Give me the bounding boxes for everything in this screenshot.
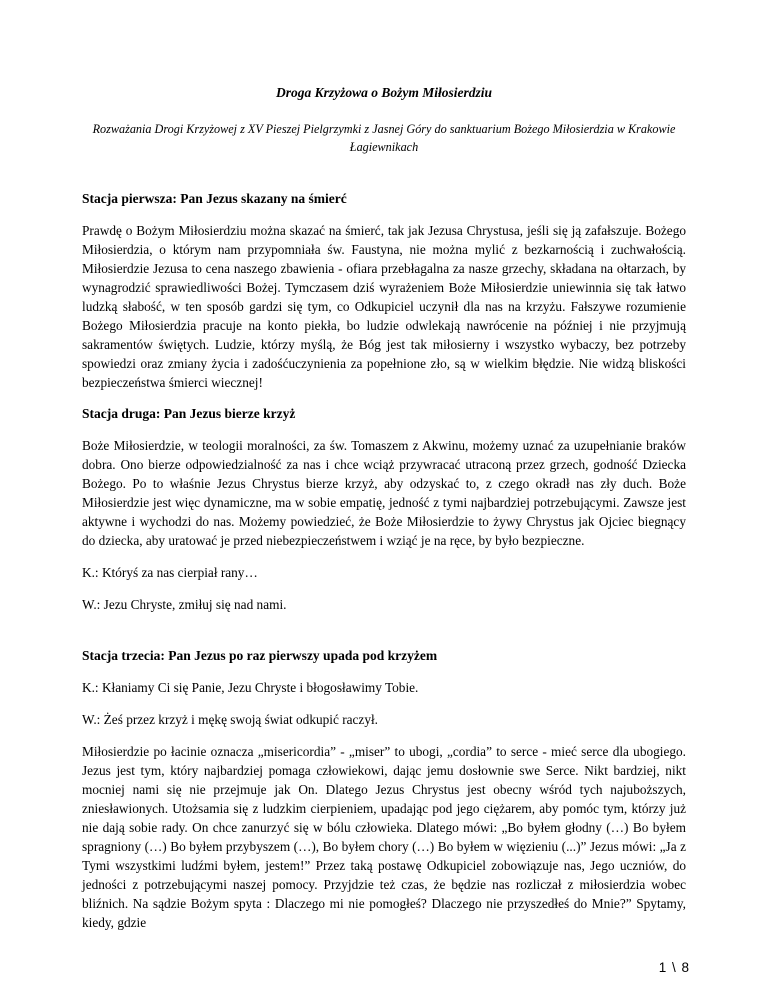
station-2-heading: Stacja druga: Pan Jezus bierze krzyż [82, 406, 296, 421]
document-content [82, 70, 686, 932]
page-number: 1 \ 8 [658, 960, 690, 975]
station-1-text: Prawdę o Bożym Miłosierdziu można skazać na śmierć, tak jak Jezusa Chrystusa, jeśli się ją zafałszuje. Bożego Miłosierdzia, o którym nam przypomniała św. Faustyna, nie można mylić z bezkarnością i zuchwałością. Miłosierdzie Jezusa to cena naszego zbawienia - ofiara przebłagalna za nasze grzechy, składana na ołtarzach, by wynagrodzić sprawiedliwości Bożej. Tymczasem dziś wyrażeniem Boże Miłosierdzie uniewinnia się tak łatwo ludzką słabość, w ten sposób gardzi się tym, co Odkupiciel uczynił dla nas na krzyżu. Fałszywe rozumienie Bożego Miłosierdzia pracuje na konto piekła, bo ludzie odwlekają nawrócenie na później i nie przyjmują sakramentów świętych. Ludzie, którzy myślą, że Bóg jest tak miłosierny i wszystko wybaczy, bez potrzeby spowiedzi oraz zmiany życia i zadośćuczynienia za popełnione zło, są w wielkim błędzie. Nie widzą bliskości bezpieczeństwa śmierci wiecznej! [82, 223, 686, 390]
station-2-people-line: W.: Jezu Chryste, zmiłuj się nad nami. [82, 597, 287, 612]
station-2-text: Boże Miłosierdzie, w teologii moralności, za św. Tomaszem z Akwinu, możemy uznać za uzupełnianie braków dobra. Ono bierze odpowiedzialność za nas i chce wciąż przywracać utraconą przez grzech, godność Dziecka Bożego. Po to właśnie Jezus Chrystus bierze krzyż, aby odzyskać to, z czego okradł nas zły duch. Boże Miłosierdzie jest więc dynamiczne, ma w sobie empatię, jedność z tymi najbardziej potrzebującymi. Zawsze jest aktywne i wychodzi do nas. Możemy powiedzieć, że Boże Miłosierdzie to żywy Chrystus jak Ojciec biegnący do dziecka, aby uratować je przed niebezpieczeństwem i wziąć je na ręce, by było bezpieczne. [82, 438, 686, 548]
station-2-priest-line: K.: Któryś za nas cierpiał rany… [82, 565, 258, 580]
station-3-people-line: W.: Żeś przez krzyż i mękę swoją świat odkupić raczył. [82, 712, 378, 727]
document-subtitle: Rozważania Drogi Krzyżowej z XV Pieszej Pielgrzymki z Jasnej Góry do sanktuarium Bożego Miłosierdzia w Krakowie Łagiewnikach [92, 122, 676, 154]
station-3-priest-line: K.: Kłaniamy Ci się Panie, Jezu Chryste i błogosławimy Tobie. [82, 680, 419, 695]
station-1-heading: Stacja pierwsza: Pan Jezus skazany na śmierć [82, 191, 347, 206]
station-3-heading: Stacja trzecia: Pan Jezus po raz pierwszy upada pod krzyżem [82, 648, 438, 663]
station-3-text: Miłosierdzie po łacinie oznacza „misericordia” - „miser” to ubogi, „cordia” to serce - mieć serce dla ubogiego. Jezus jest tym, który najbardziej pomaga człowiekowi, dając jemu dosłownie swe Serce. Nikt bardziej, nikt mocniej nami się nie przejmuje jak On. Dlatego Jezus Chrystus jest obecny wśród tych najuboższych, zniesławionych. Utożsamia się z ludzkim cierpieniem, upadając pod jego ciężarem, aby pomóc tym, którzy już nie dają sobie rady. On chce zanurzyć się w bólu człowieka. Dlatego mówi: „Bo byłem głodny (…) Bo byłem spragniony (…) Bo byłem przybyszem (…), Bo byłem chory (…) Bo byłem w więzieniu (...)” Jezus mówi: „Ja z Tymi wszystkimi ludźmi byłem, jestem!” Przez taką postawę Odkupiciel zobowiązuje nas, Jego uczniów, do jedności z potrzebującymi naszej pomocy. Przyjdzie też czas, że będzie nas rozliczał z miłosierdzia wobec bliźnich. Na sądzie Bożym spyta : Dlaczego mi nie pomogłeś? Dlaczego nie przyszedłeś do Mnie?” Spytamy, kiedy, gdzie [82, 744, 686, 930]
document-title: Droga Krzyżowa o Bożym Miłosierdziu [275, 85, 493, 100]
